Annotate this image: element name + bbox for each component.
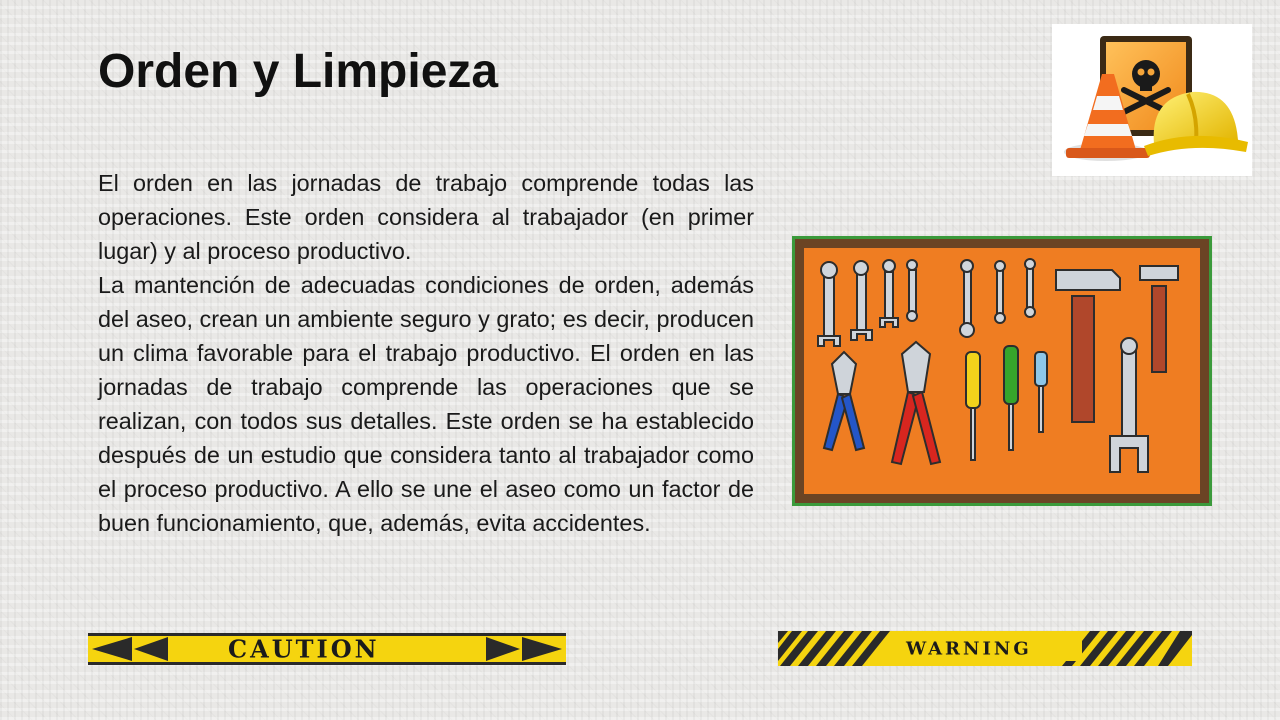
wrench-icon <box>907 260 917 321</box>
safety-equipment-image <box>1052 24 1252 176</box>
slide-title: Orden y Limpieza <box>98 45 499 98</box>
warning-tape <box>778 631 1192 666</box>
paragraph-1: El orden en las jornadas de trabajo comprende todas las operaciones. Este orden considera al trabajador (en primer lugar) y al proceso productivo. <box>98 170 754 264</box>
body-text <box>98 166 754 540</box>
paragraph-2: La mantención de adecuadas condiciones de orden, además del aseo, crean un ambiente seguro y grato; es decir, producen un clima favorable para el trabajo productivo. El orden en las jornadas de trabajo comprende las operaciones que se realizan, con todos sus detalles. Este orden se ha establecido después de un estudio que considera tanto al trabajador como el proceso productivo. A ello se une el aseo como un factor de buen funcionamiento, que, además, evita accidentes. <box>98 272 754 536</box>
caution-tape <box>88 633 566 665</box>
tool-board-image <box>792 236 1212 506</box>
wrench-icon <box>995 261 1005 323</box>
wrench-icon <box>1025 259 1035 317</box>
caution-label: CAUTION <box>228 634 380 664</box>
warning-label: WARNING <box>906 638 1032 659</box>
